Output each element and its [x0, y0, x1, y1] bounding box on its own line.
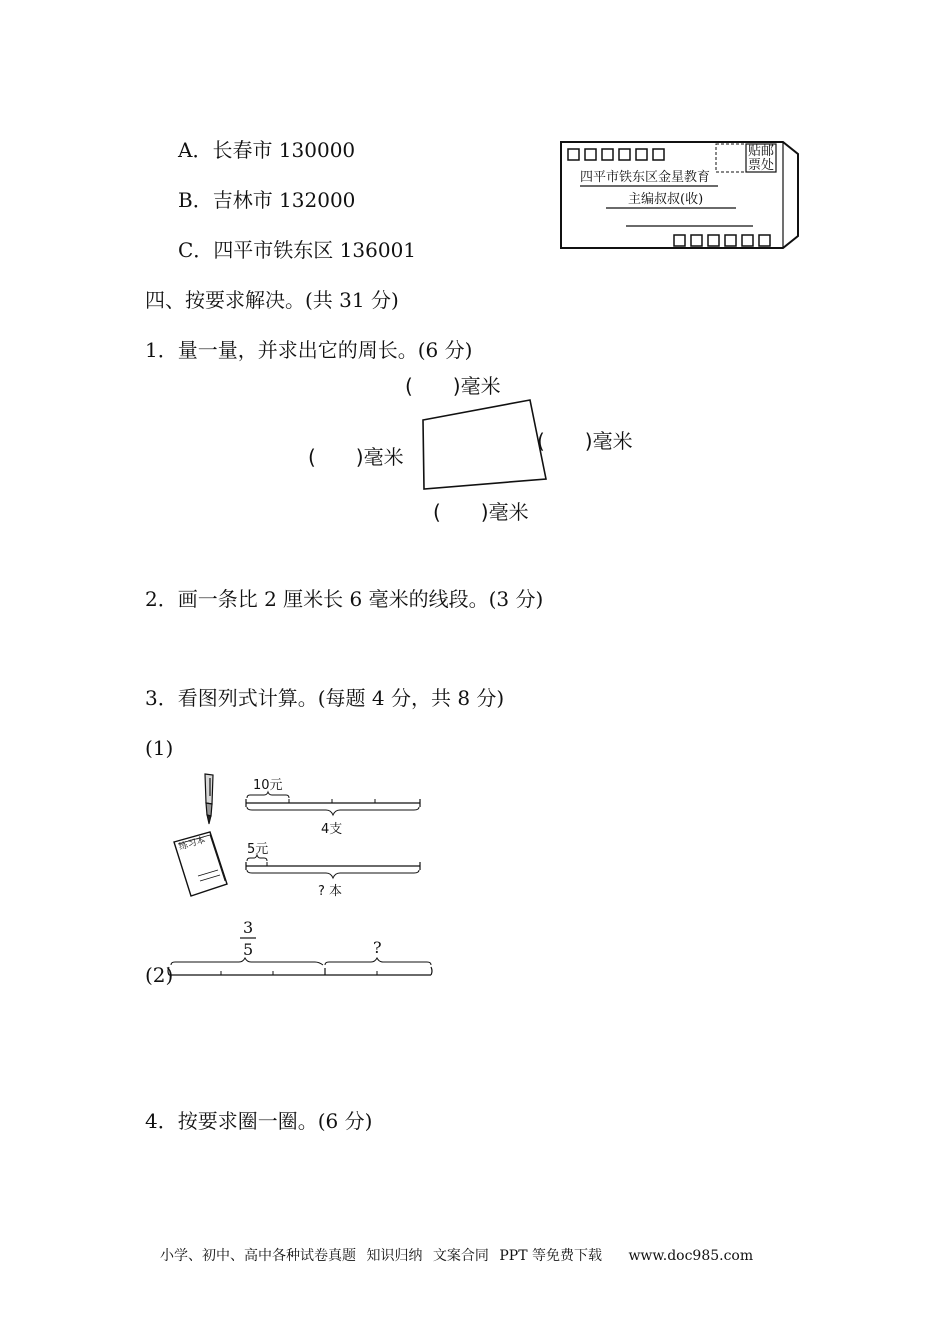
option-b [178, 188, 355, 212]
notebook-price-label: 5元 [247, 842, 269, 857]
q3-part1-label: (1) [145, 736, 174, 760]
part2-bar-diagram [165, 955, 435, 985]
pen-count-label: 4支 [321, 822, 343, 837]
option-c [178, 238, 416, 262]
option-c-letter: C． [178, 238, 214, 262]
page-footer [160, 1245, 759, 1265]
footer-item-4: PPT 等免费下载 [499, 1248, 602, 1264]
footer-site[interactable]: www.doc985.com [628, 1248, 754, 1264]
footer-item-3: 文案合同 [432, 1248, 489, 1264]
q1-bottom-answer [433, 496, 529, 525]
pen-price-label: 10元 [253, 778, 283, 793]
pen-icon [195, 770, 223, 826]
option-a-text: 长春市 130000 [212, 138, 356, 162]
footer-item-2: 知识归纳 [366, 1248, 423, 1264]
fraction-denominator: 5 [243, 940, 254, 959]
q1-bottom-paren[interactable]: ( ) [433, 500, 489, 524]
fraction-numerator: 3 [243, 918, 254, 937]
footer-item-1: 小学、初中、高中各种试卷真题 [160, 1248, 356, 1264]
section-4-title: 四、按要求解决。(共 31 分) [145, 288, 399, 312]
envelope-stamp-label-2: 票处 [748, 158, 775, 173]
q1-right-unit: 毫米 [592, 429, 633, 453]
q2-title: 2．画一条比 2 厘米长 6 毫米的线段。(3 分) [145, 587, 544, 611]
envelope-address: 四平市铁东区金星教育 [580, 170, 711, 185]
q1-left-unit: 毫米 [363, 445, 404, 469]
option-b-text: 吉林市 132000 [212, 188, 356, 212]
q1-top-paren[interactable]: ( ) [405, 374, 461, 398]
notebook-count-label: ? 本 [318, 884, 343, 899]
q1-right-paren[interactable]: ( ) [537, 429, 593, 453]
option-a [178, 138, 355, 162]
notebook-cover-label: 练习本 [178, 835, 207, 853]
option-b-letter: B． [178, 188, 213, 212]
quadrilateral-figure [415, 395, 555, 495]
q1-left-answer [308, 441, 404, 470]
q1-right-answer [537, 425, 633, 454]
q1-top-unit: 毫米 [460, 374, 501, 398]
envelope-recipient: 主编叔叔(收) [628, 192, 704, 207]
q1-title: 1．量一量，并求出它的周长。(6 分) [145, 338, 473, 362]
q3-title: 3．看图列式计算。(每题 4 分，共 8 分) [145, 686, 505, 710]
unknown-mark: ? [373, 938, 382, 957]
envelope-stamp-label-1: 贴邮 [748, 144, 775, 159]
q1-left-paren[interactable]: ( ) [308, 445, 364, 469]
q4-title: 4．按要求圈一圈。(6 分) [145, 1109, 373, 1133]
q1-top-answer [405, 370, 501, 399]
q3-part2-label: (2) [145, 963, 174, 987]
q1-bottom-unit: 毫米 [488, 500, 529, 524]
pen-bar-diagram [244, 790, 424, 820]
option-c-text: 四平市铁东区 136001 [213, 238, 417, 262]
option-a-letter: A． [178, 138, 213, 162]
